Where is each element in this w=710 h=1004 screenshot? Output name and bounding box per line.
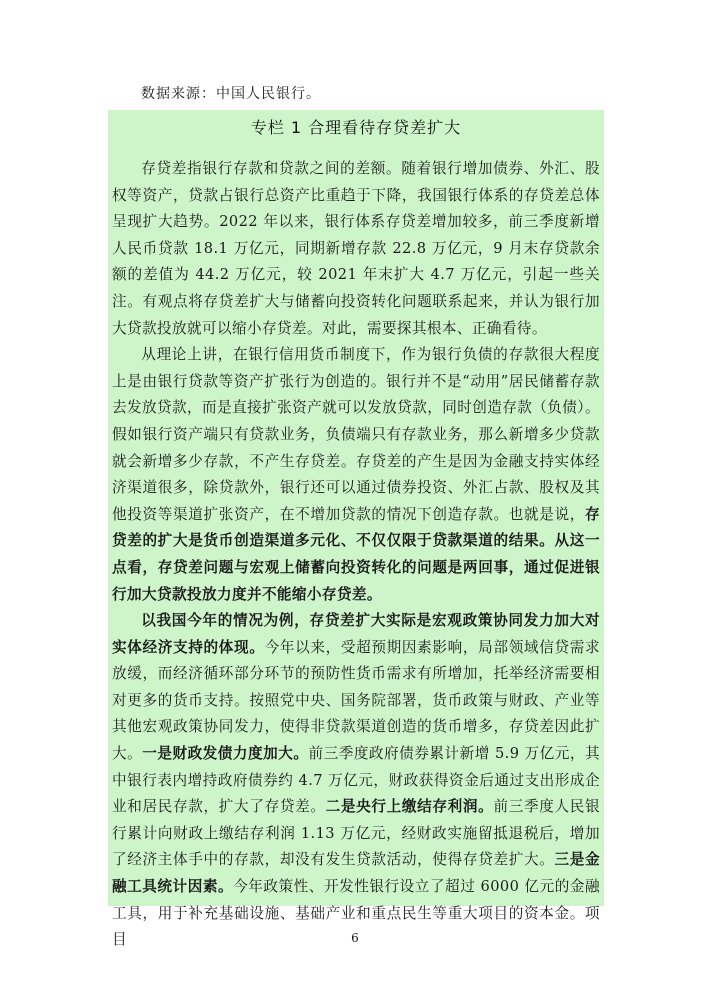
- point-three-text: 今年政策性、开发性银行设立了超过 6000 亿元的金融工具，用于补充基础设施、基础产业和重点民生等重大项目的资本金。项目: [112, 878, 600, 949]
- point-two-text: 前三季度人民银行累计向财政上缴结存利润 1.13 万亿元，经财政实施留抵退税后，增加了经济主体手中的存款，却没有发生贷款活动，使得存贷差扩大。: [112, 798, 600, 869]
- paragraph-1: [112, 156, 600, 342]
- point-one-heading: 一是财政发债力度加大。: [142, 745, 309, 763]
- paragraph-3-text: 今年以来，受超预期因素影响，局部领域信贷需求放缓，而经济循环部分环节的预防性货币需求有所增加，托举经济需要相对更多的货币支持。按照党中央、国务院部署，货币政策与财政、产业等其他宏观政策协同发力，使得非贷款渠道创造的货币增多，存贷差因此扩大。: [112, 638, 600, 763]
- page-number: 6: [351, 931, 359, 945]
- paragraph-2-text: 从理论上讲，在银行信用货币制度下，作为银行负债的存款很大程度上是由银行贷款等资产扩张行为创造的。银行并不是“动用”居民储蓄存款去发放贷款，而是直接扩张资产就可以发放贷款，同时创造存款（负债）。假如银行资产端只有贷款业务，负债端只有存款业务，那么新增多少贷款就会新增多少存款，不产生存贷差。存贷差的产生是因为金融支持实体经济渠道很多，除贷款外，银行还可以通过债券投资、外汇占款、股权及其他投资等渠道扩张资产，在不增加贷款的情况下创造存款。也就是说，: [112, 346, 600, 523]
- paragraph-3: [112, 608, 600, 954]
- point-two-heading: 二是央行上缴结存利润。: [325, 798, 494, 816]
- point-three-heading: 三是金融工具统计因素。: [112, 851, 600, 896]
- paragraph-2-bold-conclusion: 存贷差的扩大是货币创造渠道多元化、不仅仅限于贷款渠道的结果。从这一点看，存贷差问题与宏观上储蓄向投资转化的问题是两回事，通过促进银行加大贷款投放力度并不能缩小存贷差。: [112, 505, 600, 603]
- point-one-text: 前三季度政府债券累计新增 5.9 万亿元，其中银行表内增持政府债券约 4.7 万亿元，财政获得资金后通过支出形成企业和居民存款，扩大了存贷差。: [112, 745, 600, 816]
- paragraph-1-text: 存贷差指银行存款和贷款之间的差额。随着银行增加债券、外汇、股权等资产，贷款占银行总资产比重趋于下降，我国银行体系的存贷差总体呈现扩大趋势。2022 年以来，银行体系存贷差增加较多，前三季度新增人民币贷款 18.1 万亿元，同期新增存款 22.8 万亿元，9 月末存贷款余额的差值为 44.2 万亿元，较 2021 年末扩大 4.7 万亿元，引起一些关注。有观点将存贷差扩大与储蓄向投资转化问题联系起来，并认为银行加大贷款投放就可以缩小存贷差。对此，需要探其根本、正确看待。: [112, 160, 600, 337]
- data-source-note: 数据来源：中国人民银行。: [141, 86, 321, 102]
- paragraph-2: [112, 342, 600, 608]
- column-title: 专栏 1 合理看待存贷差扩大: [250, 118, 462, 137]
- paragraph-3-bold-lead: 以我国今年的情况为例，存贷差扩大实际是宏观政策协同发力加大对实体经济支持的体现。: [112, 612, 600, 656]
- column-box: [108, 110, 604, 949]
